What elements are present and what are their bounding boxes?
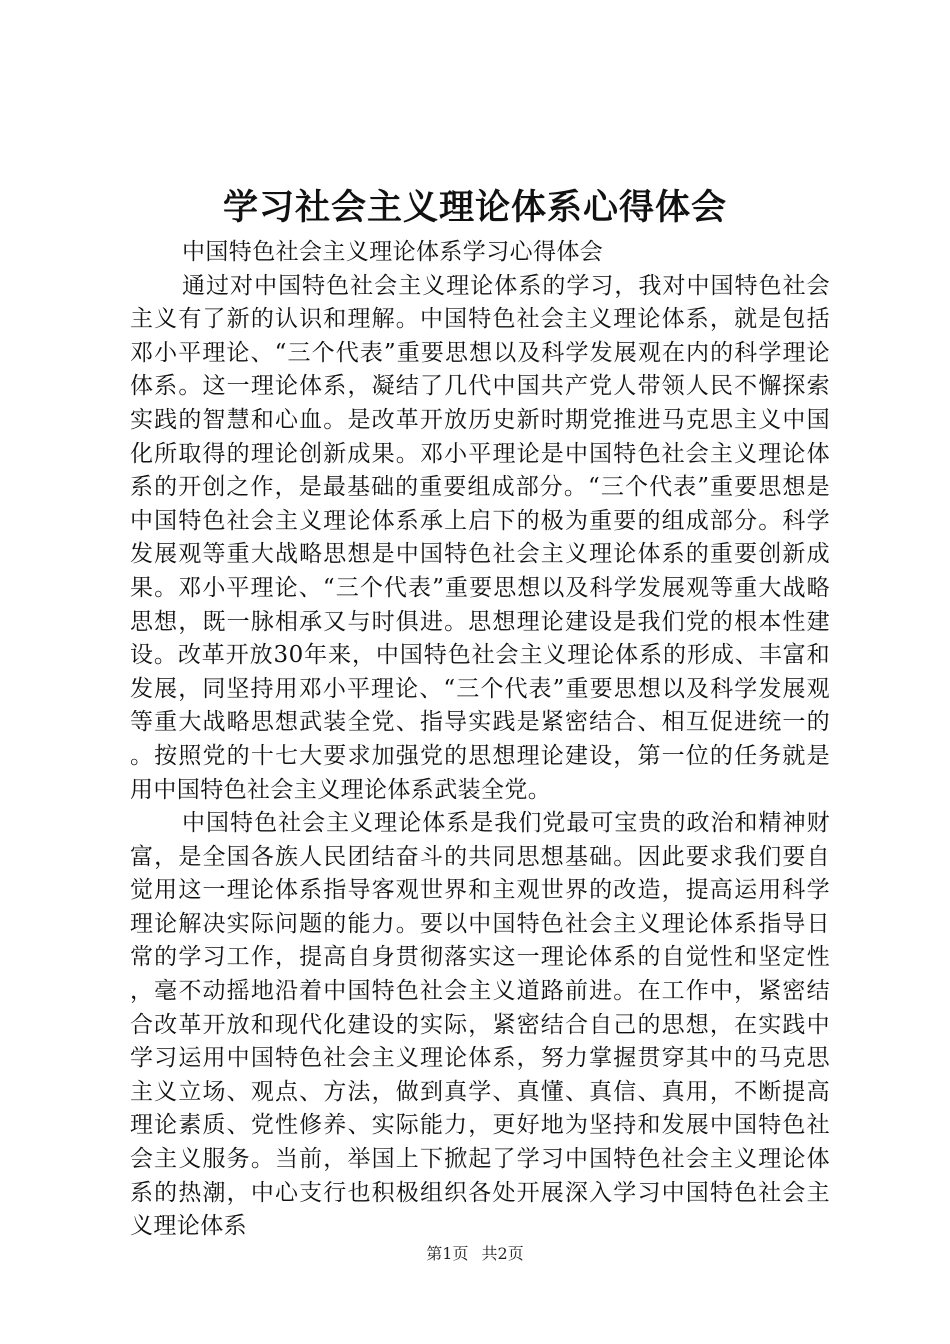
body-paragraph-2: 中国特色社会主义理论体系是我们党最可宝贵的政治和精神财富，是全国各族人民团结奋斗的共同思想基础。因此要求我们要自觉用这一理论体系指导客观世界和主观世界的改造，提高运用科学理论解决实际问题的能力。要以中国特色社会主义理论体系指导日常的学习工作，提高自身贯彻落实这一理论体系的自觉性和坚定性，毫不动摇地沿着中国特色社会主义道路前进。在工作中，紧密结合改革开放和现代化建设的实际，紧密结合自己的思想，在实践中学习运用中国特色社会主义理论体系，努力掌握贯穿其中的马克思主义立场、观点、方法，做到真学、真懂、真信、真用，不断提高理论素质、党性修养、实际能力，更好地为坚持和发展中国特色社会主义服务。当前，举国上下掀起了学习中国特色社会主义理论体系的热潮，中心支行也积极组织各处开展深入学习中国特色社会主义理论体系 xyxy=(130,810,830,1240)
document-title: 学习社会主义理论体系心得体会 xyxy=(222,188,727,228)
body-paragraph-1: 通过对中国特色社会主义理论体系的学习，我对中国特色社会主义有了新的认识和理解。中国特色社会主义理论体系，就是包括邓小平理论、“三个代表”重要思想以及科学发展观在内的科学理论体系。这一理论体系，凝结了几代中国共产党人带领人民不懈探索实践的智慧和心血。是改革开放历史新时期党推进马克思主义中国化所取得的理论创新成果。邓小平理论是中国特色社会主义理论体系的开创之作，是最基础的重要组成部分。“三个代表”重要思想是中国特色社会主义理论体系承上启下的极为重要的组成部分。科学发展观等重大战略思想是中国特色社会主义理论体系的重要创新成果。邓小平理论、“三个代表”重要思想以及科学发展观等重大战略思想，既一脉相承又与时俱进。思想理论建设是我们党的根本性建设。改革开放30年来，中国特色社会主义理论体系的形成、丰富和发展，同坚持用邓小平理论、“三个代表”重要思想以及科学发展观等重大战略思想武装全党、指导实践是紧密结合、相互促进统一的。按照党的十七大要求加强党的思想理论建设，第一位的任务就是用中国特色社会主义理论体系武装全党。 xyxy=(130,272,830,803)
page-number-current: 第1页 xyxy=(426,1244,469,1263)
subtitle-paragraph: 中国特色社会主义理论体系学习心得体会 xyxy=(182,239,604,265)
page-number-total: 共2页 xyxy=(481,1244,524,1263)
document-body xyxy=(130,236,830,1244)
page-footer xyxy=(0,1243,950,1265)
